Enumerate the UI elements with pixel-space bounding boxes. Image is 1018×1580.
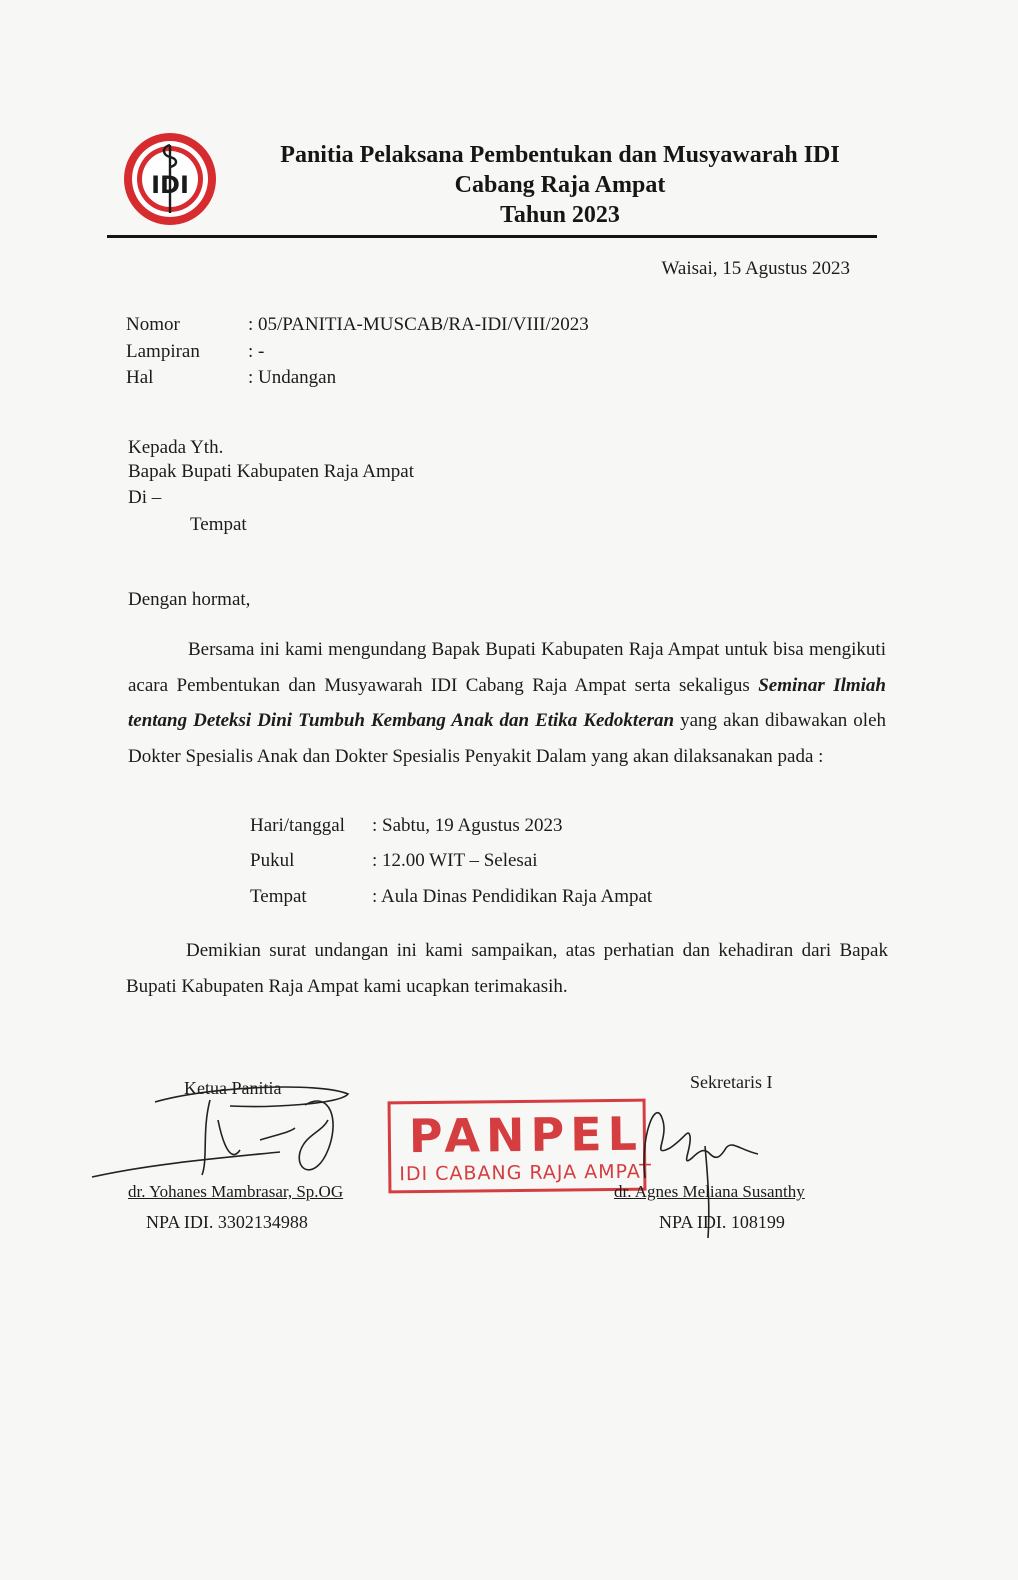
left-signer-role: Ketua Panitia — [184, 1078, 282, 1098]
logo-text: IDI — [151, 171, 189, 199]
left-signature-graphic — [90, 1080, 380, 1190]
right-signer-id: NPA IDI. 108199 — [659, 1212, 785, 1232]
right-signer-name: dr. Agnes Meliana Susanthy — [614, 1182, 805, 1201]
p1-emphasis: Seminar Ilmiah tentang Deteksi Dini Tumbuh Kembang Anak dan Etika Kedokteran — [128, 674, 886, 731]
meta-label-hal: Hal — [126, 367, 154, 388]
left-signer-id: NPA IDI. 3302134988 — [146, 1212, 308, 1232]
meta-value-nomor: : 05/PANITIA-MUSCAB/RA-IDI/VIII/2023 — [248, 314, 589, 335]
stamp-subtitle: IDI CABANG RAJA AMPAT — [399, 1160, 653, 1186]
idi-logo — [122, 131, 218, 227]
body-paragraph-closing — [126, 933, 888, 1004]
p1-start: Bersama ini kami mengundang Bapak Bupati Kabupaten Raja Ampat untuk bisa mengikuti acara Pembentukan dan Musyawarah IDI Cabang Raja Ampat serta sekaligus — [128, 639, 886, 696]
letter-date: Waisai, 15 Agustus 2023 — [661, 258, 850, 279]
greeting: Dengan hormat, — [128, 589, 251, 610]
letterhead-divider — [107, 235, 877, 238]
p1-end: yang akan dibawakan oleh Dokter Spesialis Anak dan Dokter Spesialis Penyakit Dalam yang akan dilaksanakan pada : — [128, 710, 886, 767]
right-signer-role: Sekretaris I — [690, 1072, 773, 1092]
event-label-date: Hari/tanggal — [250, 815, 345, 836]
event-label-place: Tempat — [250, 886, 307, 907]
letterhead-line-2: Cabang Raja Ampat — [454, 172, 666, 198]
closing-text: Demikian surat undangan ini kami sampaikan, atas perhatian dan kehadiran dari Bapak Bupati Kabupaten Raja Ampat kami ucapkan terimakasih. — [126, 940, 888, 997]
event-value-date: : Sabtu, 19 Agustus 2023 — [372, 815, 563, 836]
left-signer-name: dr. Yohanes Mambrasar, Sp.OG — [128, 1182, 344, 1201]
event-value-place: : Aula Dinas Pendidikan Raja Ampat — [372, 886, 653, 907]
recipient-line-1: Kepada Yth. — [128, 437, 224, 458]
meta-value-lampiran: : - — [248, 341, 265, 362]
recipient-line-3: Di – — [128, 487, 162, 508]
letterhead-line-3: Tahun 2023 — [500, 202, 620, 228]
recipient-line-4: Tempat — [190, 514, 247, 535]
meta-value-hal: : Undangan — [248, 367, 337, 388]
body-paragraph-1 — [128, 632, 886, 774]
letterhead-line-1: Panitia Pelaksana Pembentukan dan Musyawarah IDI — [280, 142, 840, 168]
meta-label-nomor: Nomor — [126, 314, 180, 335]
recipient-line-2: Bapak Bupati Kabupaten Raja Ampat — [128, 461, 414, 482]
stamp-title: PANPEL — [408, 1106, 644, 1164]
meta-label-lampiran: Lampiran — [126, 341, 200, 362]
event-value-time: : 12.00 WIT – Selesai — [372, 850, 538, 871]
event-label-time: Pukul — [250, 850, 295, 871]
panpel-stamp — [388, 1099, 653, 1194]
letterhead-title — [230, 140, 890, 230]
